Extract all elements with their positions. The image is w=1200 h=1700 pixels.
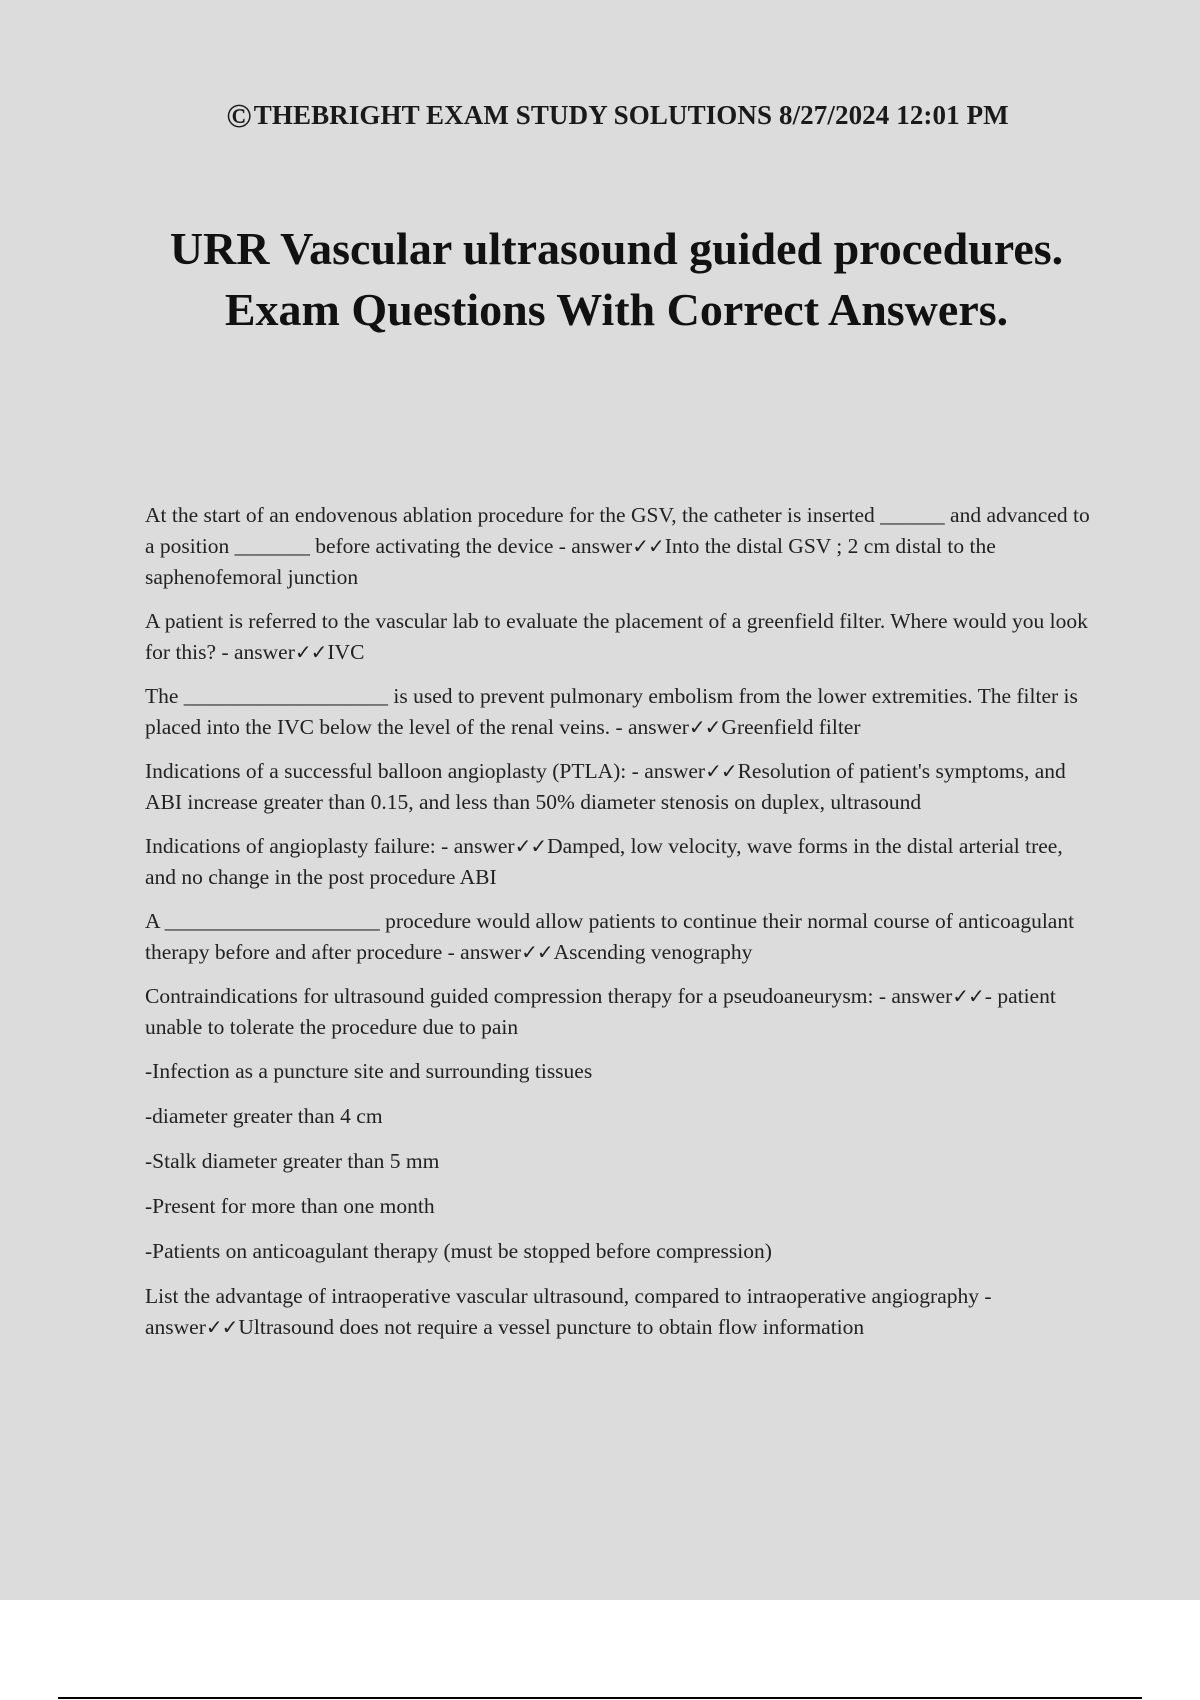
answer-text: Resolution of patient's symptoms, and ABI increase greater than 0.15, and less than 50% diameter stenosis on duplex, ultrasound	[145, 759, 1066, 814]
list-item: -diameter greater than 4 cm	[145, 1104, 383, 1128]
qa-item	[145, 756, 1090, 818]
double-check-icon: ✓✓	[205, 1315, 238, 1339]
answer-text: - patient unable to tolerate the procedure due to pain	[145, 984, 1056, 1039]
question-text: At the start of an endovenous ablation procedure for the GSV, the catheter is inserted ______ and advanced to a position _______ before activating the device -	[145, 503, 1090, 558]
copyright-icon: ©	[226, 98, 252, 135]
qa-item	[145, 831, 1090, 893]
answer-label: answer	[453, 834, 515, 858]
qa-item	[145, 906, 1090, 968]
answer-text: Damped, low velocity, wave forms in the distal arterial tree, and no change in the post procedure ABI	[145, 834, 1063, 889]
answer-label: answer	[571, 534, 633, 558]
question-text: List the advantage of intraoperative vascular ultrasound, compared to intraoperative angiography -	[145, 1284, 992, 1308]
question-text: The ___________________ is used to prevent pulmonary embolism from the lower extremities. The filter is placed into the IVC below the level of the renal veins. -	[145, 684, 1078, 739]
answer-label: answer	[233, 640, 295, 664]
qa-item	[145, 981, 1090, 1043]
qa-item	[145, 1281, 1090, 1343]
page-header	[0, 98, 1200, 136]
list-item: -Patients on anticoagulant therapy (must be stopped before compression)	[145, 1239, 772, 1263]
double-check-icon: ✓✓	[632, 534, 664, 558]
double-check-icon: ✓✓	[688, 715, 721, 739]
question-text: A ____________________ procedure would allow patients to continue their normal course of anticoagulant therapy before and after procedure -	[145, 909, 1074, 964]
answer-text: IVC	[327, 640, 365, 664]
double-check-icon: ✓✓	[705, 759, 737, 783]
answer-label: answer	[644, 759, 706, 783]
answer-label: answer	[460, 940, 522, 964]
document-title: URR Vascular ultrasound guided procedures. Exam Questions With Correct Answers.	[169, 223, 1064, 335]
footer-divider	[58, 1697, 1142, 1699]
answer-text: Greenfield filter	[721, 715, 861, 739]
list-item: -Stalk diameter greater than 5 mm	[145, 1149, 440, 1173]
answer-text: Ascending venography	[553, 940, 753, 964]
question-text: Indications of a successful balloon angioplasty (PTLA): -	[145, 759, 644, 783]
document-body	[145, 500, 1090, 1356]
list-item: -Present for more than one month	[145, 1194, 435, 1218]
answer-label: answer	[145, 1315, 206, 1339]
double-check-icon: ✓✓	[952, 984, 984, 1008]
answer-text: Into the distal GSV ; 2 cm distal to the saphenofemoral junction	[145, 534, 996, 589]
question-text: Indications of angioplasty failure: -	[145, 834, 454, 858]
header-text: THEBRIGHT EXAM STUDY SOLUTIONS 8/27/2024 12:01 PM	[253, 100, 1009, 130]
question-text: Contraindications for ultrasound guided compression therapy for a pseudoaneurysm: -	[145, 984, 891, 1008]
qa-item	[145, 500, 1090, 593]
list-item: -Infection as a puncture site and surrounding tissues	[145, 1059, 593, 1083]
answer-text: Ultrasound does not require a vessel puncture to obtain flow information	[238, 1315, 865, 1339]
qa-item	[145, 606, 1090, 668]
answer-label: answer	[628, 715, 689, 739]
double-check-icon: ✓✓	[514, 834, 547, 858]
double-check-icon: ✓✓	[521, 940, 553, 964]
answer-label: answer	[891, 984, 953, 1008]
qa-item	[145, 681, 1090, 743]
question-text: A patient is referred to the vascular lab to evaluate the placement of a greenfield filter. Where would you look for this? -	[145, 609, 1088, 664]
double-check-icon: ✓✓	[294, 640, 327, 664]
